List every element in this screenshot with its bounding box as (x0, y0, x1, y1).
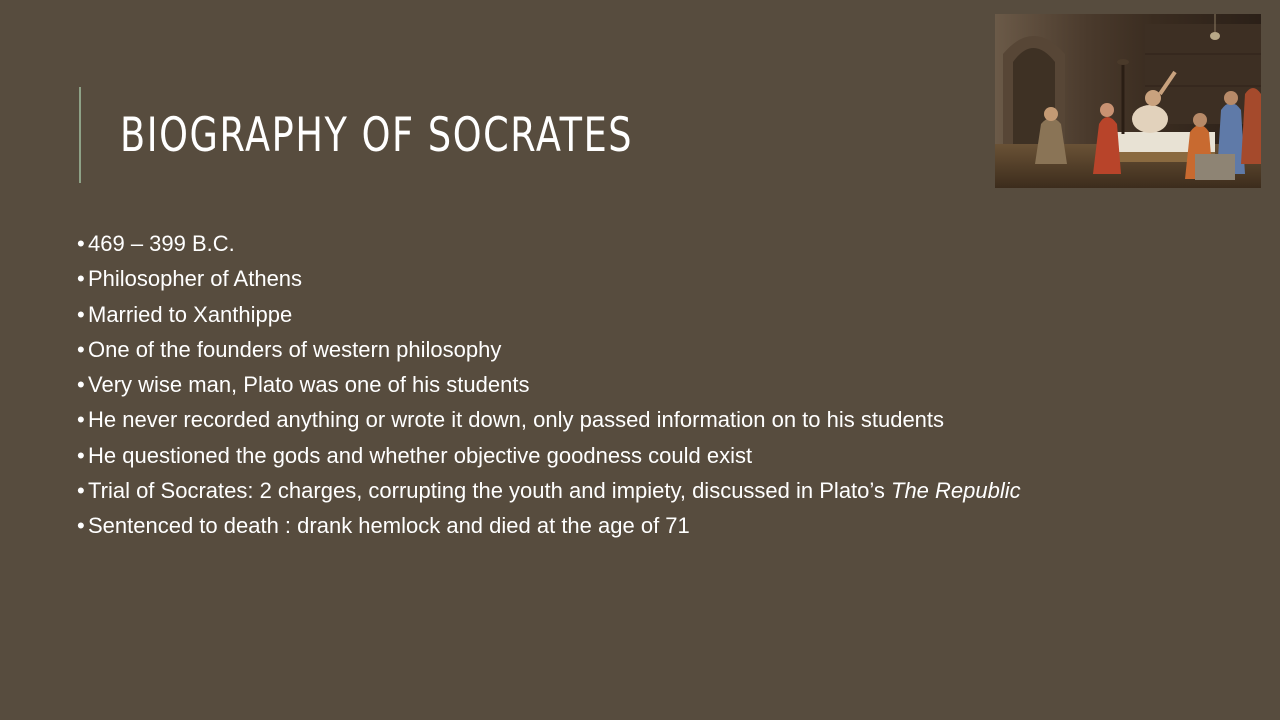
bullet-text: He never recorded anything or wrote it down, only passed information on to his students (88, 407, 945, 433)
bullet-item (77, 297, 1021, 332)
bullet-item (77, 402, 1021, 437)
book-title: The Republic (891, 478, 1021, 504)
slide-title: BIOGRAPHY OF SOCRATES (120, 108, 634, 163)
bullet-text: 469 – 399 B.C. (88, 231, 235, 256)
bullet-item (77, 438, 1021, 473)
title-accent-rule (79, 87, 81, 183)
bullet-text: Sentenced to death : drank hemlock and died at the age of 71 (88, 513, 690, 539)
bullet-text: One of the founders of western philosophy (88, 336, 502, 362)
bullet-dot: • (77, 513, 85, 539)
bullet-text: Married to Xanthippe (88, 301, 293, 327)
bullet-list (77, 226, 1021, 544)
bullet-dot: • (77, 442, 85, 468)
bullet-dot: • (77, 407, 85, 433)
bullet-item (77, 332, 1021, 367)
bullet-dot: • (77, 372, 85, 398)
bullet-text: Philosopher of Athens (88, 266, 303, 292)
bullet-item (77, 508, 1021, 543)
bullet-item (77, 226, 1021, 261)
bullet-item (77, 367, 1021, 402)
bullet-text: He questioned the gods and whether objective goodness could exist (88, 442, 753, 468)
painting-death-of-socrates (995, 14, 1261, 188)
bullet-dot: • (77, 336, 85, 362)
bullet-text: Very wise man, Plato was one of his students (88, 372, 530, 398)
bullet-dot: • (77, 478, 85, 504)
bullet-text: Trial of Socrates: 2 charges, corrupting the youth and impiety, discussed in Plato’s (88, 478, 891, 504)
bullet-dot: • (77, 301, 85, 327)
bullet-item (77, 473, 1021, 508)
bullet-dot: • (77, 266, 85, 292)
bullet-dot: • (77, 231, 85, 256)
painting-icon (995, 14, 1261, 188)
bullet-item (77, 261, 1021, 296)
